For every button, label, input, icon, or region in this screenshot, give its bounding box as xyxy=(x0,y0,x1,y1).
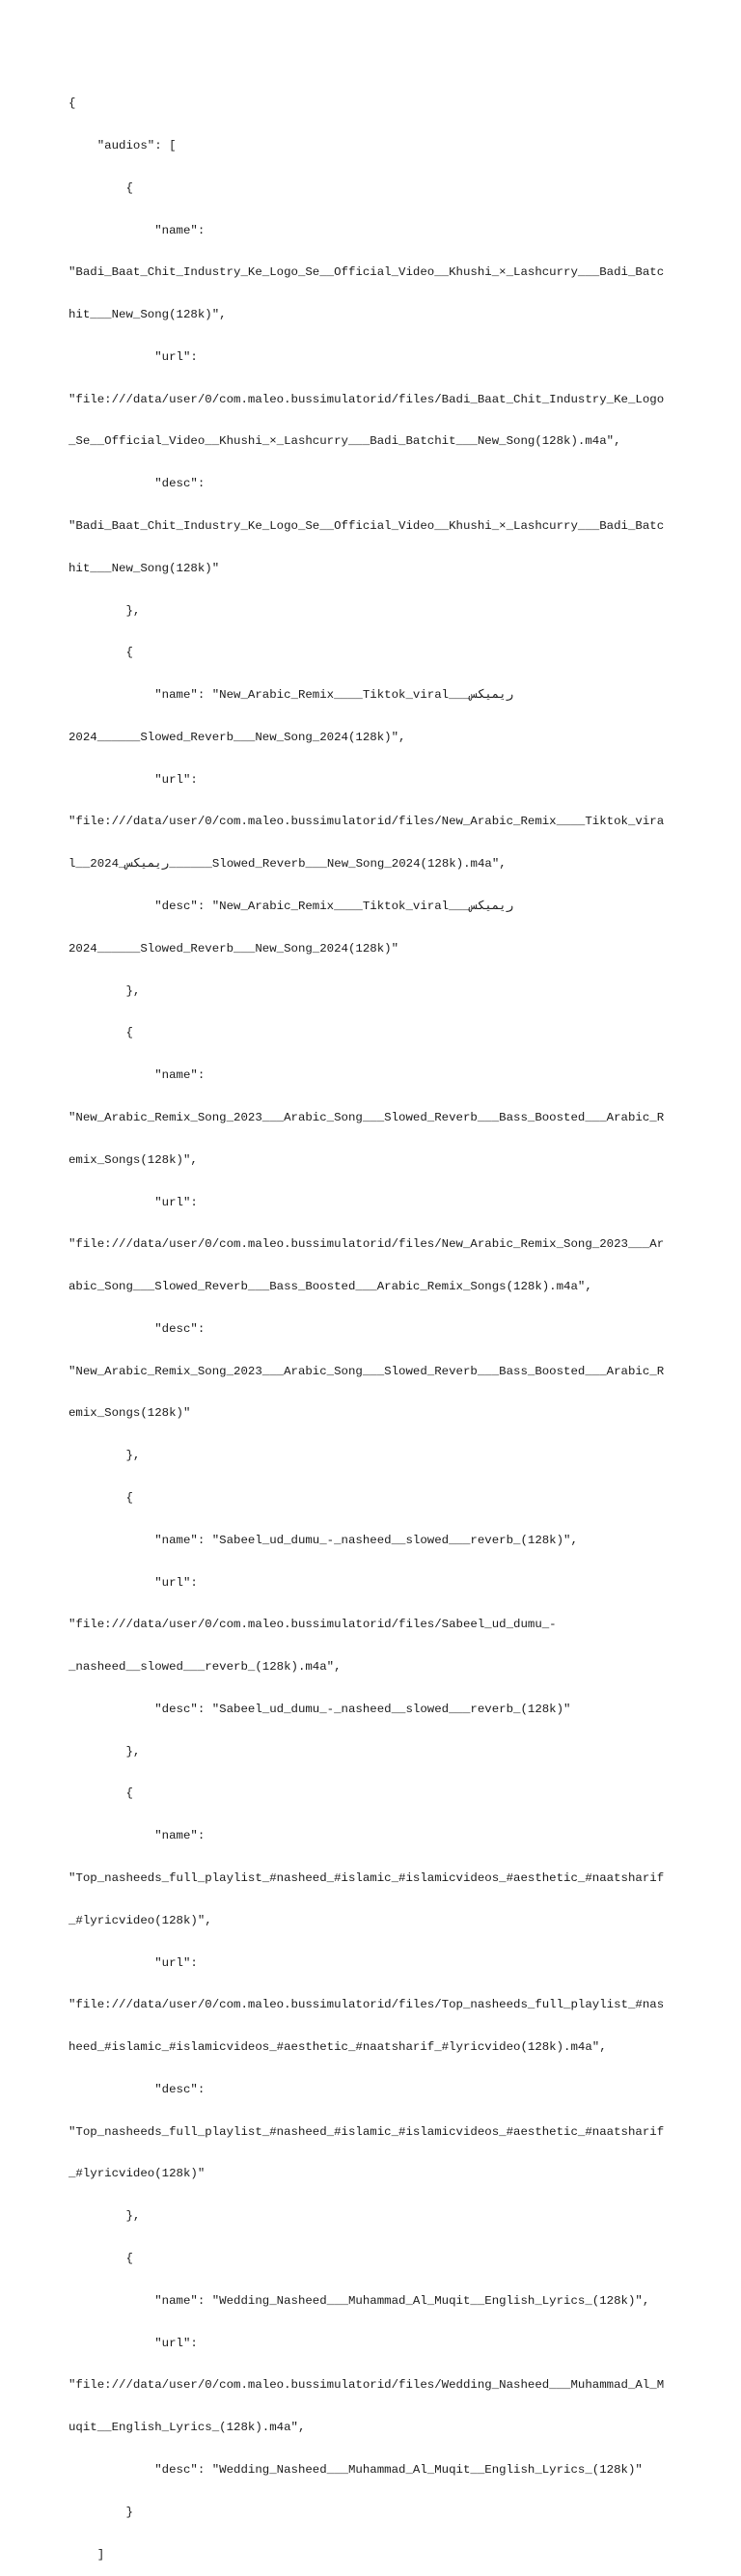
text-line: { xyxy=(69,1026,133,1040)
text-line: "url": xyxy=(69,1955,198,1970)
text-line: heed_#islamic_#islamicvideos_#aesthetic_#naatsharif_#lyricvideo(128k).m4a", xyxy=(69,2040,607,2055)
text-line: "url": xyxy=(69,2336,198,2350)
text-line: }, xyxy=(69,1449,141,1463)
text-line: "file:///data/user/0/com.maleo.bussimulatorid/files/Wedding_Nasheed___Muhammad_Al_M xyxy=(69,2378,665,2393)
text-line: "Top_nasheeds_full_playlist_#nasheed_#islamic_#islamicvideos_#aesthetic_#naatsharif xyxy=(69,1871,665,1885)
text-line: _Se__Official_Video__Khushi_×_Lashcurry___Badi_Batchit___New_Song(128k).m4a", xyxy=(69,434,621,449)
text-line: "name": "New_Arabic_Remix____Tiktok_viral___ريميكس xyxy=(69,688,514,703)
text-line: }, xyxy=(69,603,141,618)
text-line: "file:///data/user/0/com.maleo.bussimulatorid/files/New_Arabic_Remix____Tiktok_vira xyxy=(69,815,665,829)
text-line: "url": xyxy=(69,1195,198,1209)
text-line: }, xyxy=(69,2209,141,2224)
text-line: "url": xyxy=(69,772,198,787)
text-line: "desc": xyxy=(69,477,206,491)
text-line: "name": xyxy=(69,223,206,237)
text-line: _#lyricvideo(128k)" xyxy=(69,2167,206,2181)
text-line: "desc": "Sabeel_ud_dumu_-_nasheed__slowed___reverb_(128k)" xyxy=(69,1702,571,1716)
text-line: "file:///data/user/0/com.maleo.bussimulatorid/files/Top_nasheeds_full_playlist_#nas xyxy=(69,1998,665,2012)
text-line: "Badi_Baat_Chit_Industry_Ke_Logo_Se__Official_Video__Khushi_×_Lashcurry___Badi_Batc xyxy=(69,265,665,280)
text-line: } xyxy=(69,2505,133,2519)
text-line: "file:///data/user/0/com.maleo.bussimulatorid/files/Sabeel_ud_dumu_- xyxy=(69,1618,557,1632)
text-line: hit___New_Song(128k)", xyxy=(69,308,227,322)
text-line: "desc": xyxy=(69,1321,206,1336)
text-line: emix_Songs(128k)" xyxy=(69,1406,191,1421)
text-line: "desc": "New_Arabic_Remix____Tiktok_viral___ريميكس xyxy=(69,900,514,914)
text-line: "New_Arabic_Remix_Song_2023___Arabic_Song___Slowed_Reverb___Bass_Boosted___Arabic_R xyxy=(69,1364,665,1378)
text-line: _nasheed__slowed___reverb_(128k).m4a", xyxy=(69,1660,342,1675)
text-line: "file:///data/user/0/com.maleo.bussimulatorid/files/New_Arabic_Remix_Song_2023___Ar xyxy=(69,1237,665,1252)
text-line: abic_Song___Slowed_Reverb___Bass_Boosted___Arabic_Remix_Songs(128k).m4a", xyxy=(69,1280,592,1294)
text-line: }, xyxy=(69,1744,141,1759)
text-line: "desc": "Wedding_Nasheed___Muhammad_Al_Muqit__English_Lyrics_(128k)" xyxy=(69,2462,643,2477)
text-line: "url": xyxy=(69,1575,198,1590)
text-line: { xyxy=(69,646,133,660)
text-line: "Top_nasheeds_full_playlist_#nasheed_#islamic_#islamicvideos_#aesthetic_#naatsharif xyxy=(69,2124,665,2139)
text-line: l__2024_ريميكس______Slowed_Reverb___New_Song_2024(128k).m4a", xyxy=(69,857,507,872)
text-line: "Badi_Baat_Chit_Industry_Ke_Logo_Se__Official_Video__Khushi_×_Lashcurry___Badi_Batc xyxy=(69,519,665,533)
text-line: { xyxy=(69,2252,133,2266)
text-line: "name": xyxy=(69,1068,206,1083)
text-line: "name": xyxy=(69,1829,206,1843)
text-line: 2024______Slowed_Reverb___New_Song_2024(128k)" xyxy=(69,941,399,956)
text-line: emix_Songs(128k)", xyxy=(69,1152,198,1167)
text-line: }, xyxy=(69,983,141,998)
text-line: "name": "Sabeel_ud_dumu_-_nasheed__slowed___reverb_(128k)", xyxy=(69,1533,578,1547)
text-line: { xyxy=(69,1787,133,1801)
text-line: "name": "Wedding_Nasheed___Muhammad_Al_Muqit__English_Lyrics_(128k)", xyxy=(69,2293,650,2308)
text-line: ] xyxy=(69,2547,105,2562)
text-line: "file:///data/user/0/com.maleo.bussimulatorid/files/Badi_Baat_Chit_Industry_Ke_Logo xyxy=(69,392,665,406)
text-line: uqit__English_Lyrics_(128k).m4a", xyxy=(69,2421,306,2435)
text-line: { xyxy=(69,97,76,111)
text-line: _#lyricvideo(128k)", xyxy=(69,1913,212,1927)
text-line: "url": xyxy=(69,349,198,364)
text-line: 2024______Slowed_Reverb___New_Song_2024(128k)", xyxy=(69,730,406,744)
text-line: { xyxy=(69,1490,133,1505)
text-line: "audios": [ xyxy=(69,138,177,152)
text-line: "New_Arabic_Remix_Song_2023___Arabic_Song___Slowed_Reverb___Bass_Boosted___Arabic_R xyxy=(69,1110,665,1124)
text-line: hit___New_Song(128k)" xyxy=(69,561,220,575)
text-line: "desc": xyxy=(69,2082,206,2096)
text-line: { xyxy=(69,180,133,195)
json-document-text xyxy=(69,69,686,2576)
